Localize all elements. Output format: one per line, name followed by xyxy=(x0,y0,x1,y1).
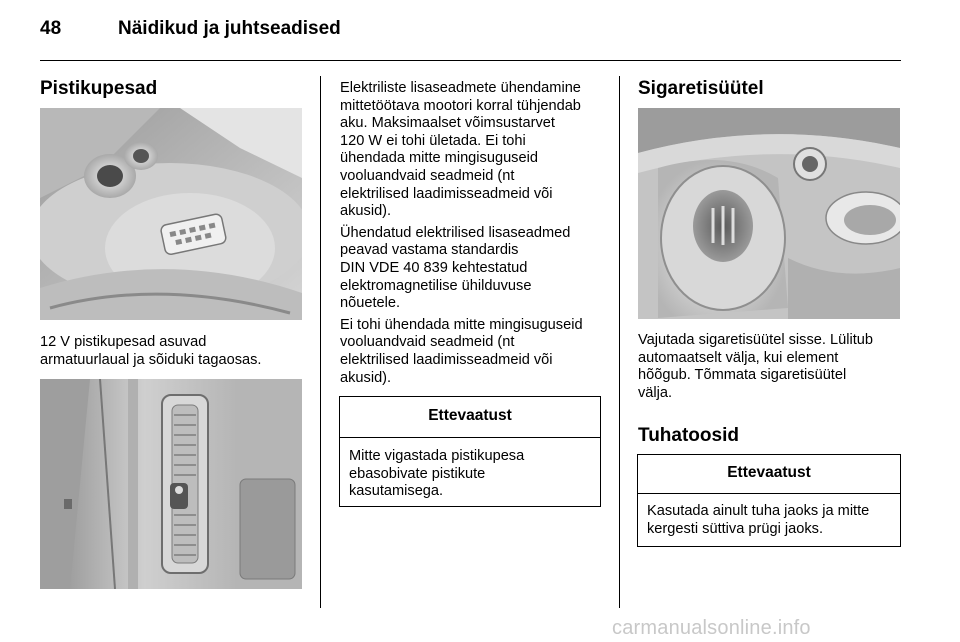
section-heading-sockets: Pistikupesad xyxy=(40,78,158,99)
text-line: vooluandvaid seadmeid (nt xyxy=(340,334,515,351)
paragraph xyxy=(340,80,610,221)
text-line: akusid). xyxy=(340,203,392,220)
section-heading-lighter: Sigaretisüütel xyxy=(638,78,764,99)
paragraph xyxy=(340,225,610,313)
caption-line: armatuurlaual ja sõiduki tagaosas. xyxy=(40,351,262,368)
caption-line: 12 V pistikupesad asuvad xyxy=(40,334,207,350)
text-line: mittetöötava mootori korral tühjendab xyxy=(340,97,581,114)
text-line: elektrilised laadimisseadmeid või xyxy=(340,185,553,202)
caution-line: kasutamisega. xyxy=(349,483,444,500)
sockets-warning-text xyxy=(340,80,610,391)
text-line: hõõgub. Tõmmata sigaretisüütel xyxy=(638,367,847,384)
header-rule xyxy=(40,60,901,61)
text-line: akusid). xyxy=(340,369,392,386)
text-line: ühendada mitte mingisuguseid xyxy=(340,150,538,167)
column-divider-1 xyxy=(320,76,321,608)
caution-box-ashtrays xyxy=(637,454,901,547)
section-heading-ashtrays: Tuhatoosid xyxy=(638,425,739,446)
text-line: elektromagnetilise ühilduvuse xyxy=(340,277,532,294)
caution-line: Kasutada ainult tuha jaoks ja mitte xyxy=(647,503,870,519)
text-line: peavad vastama standardis xyxy=(340,242,519,259)
page-number: 48 xyxy=(40,18,62,39)
text-line: vooluandvaid seadmeid (nt xyxy=(340,167,515,184)
photo-dashboard-sockets xyxy=(40,108,302,320)
chapter-title: Näidikud ja juhtseadised xyxy=(118,18,341,39)
text-line: 120 W ei tohi ületada. Ei tohi xyxy=(340,132,526,149)
text-line: aku. Maksimaalset võimsustarvet xyxy=(340,115,555,132)
text-line: DIN VDE 40 839 kehtestatud xyxy=(340,259,528,276)
caution-body xyxy=(638,494,900,546)
caution-line: ebasobivate pistikute xyxy=(349,465,486,482)
lighter-instructions xyxy=(638,332,908,402)
column-divider-2 xyxy=(619,76,620,608)
caption-sockets xyxy=(40,334,310,369)
caution-line: Mitte vigastada pistikupesa xyxy=(349,448,525,464)
text-line: Elektriliste lisaseadmete ühendamine xyxy=(340,80,581,96)
caution-title: Ettevaatust xyxy=(340,397,600,438)
caution-title: Ettevaatust xyxy=(638,455,900,494)
paragraph xyxy=(340,317,610,387)
text-line: nõuetele. xyxy=(340,295,401,312)
caution-body xyxy=(340,438,600,509)
photo-cigarette-lighter xyxy=(638,108,900,319)
text-line: välja. xyxy=(638,384,673,401)
text-line: Ei tohi ühendada mitte mingisuguseid xyxy=(340,316,583,333)
text-line: elektrilised laadimisseadmeid või xyxy=(340,351,553,368)
text-line: Ühendatud elektrilised lisaseadmed xyxy=(340,224,571,241)
text-line: Vajutada sigaretisüütel sisse. Lülitub xyxy=(638,332,873,348)
caution-box-sockets xyxy=(339,396,601,507)
watermark-text: carmanualsonline.info xyxy=(612,617,811,639)
caution-line: kergesti süttiva prügi jaoks. xyxy=(647,520,824,537)
photo-rear-socket xyxy=(40,379,302,589)
text-line: automaatselt välja, kui element xyxy=(638,349,839,366)
